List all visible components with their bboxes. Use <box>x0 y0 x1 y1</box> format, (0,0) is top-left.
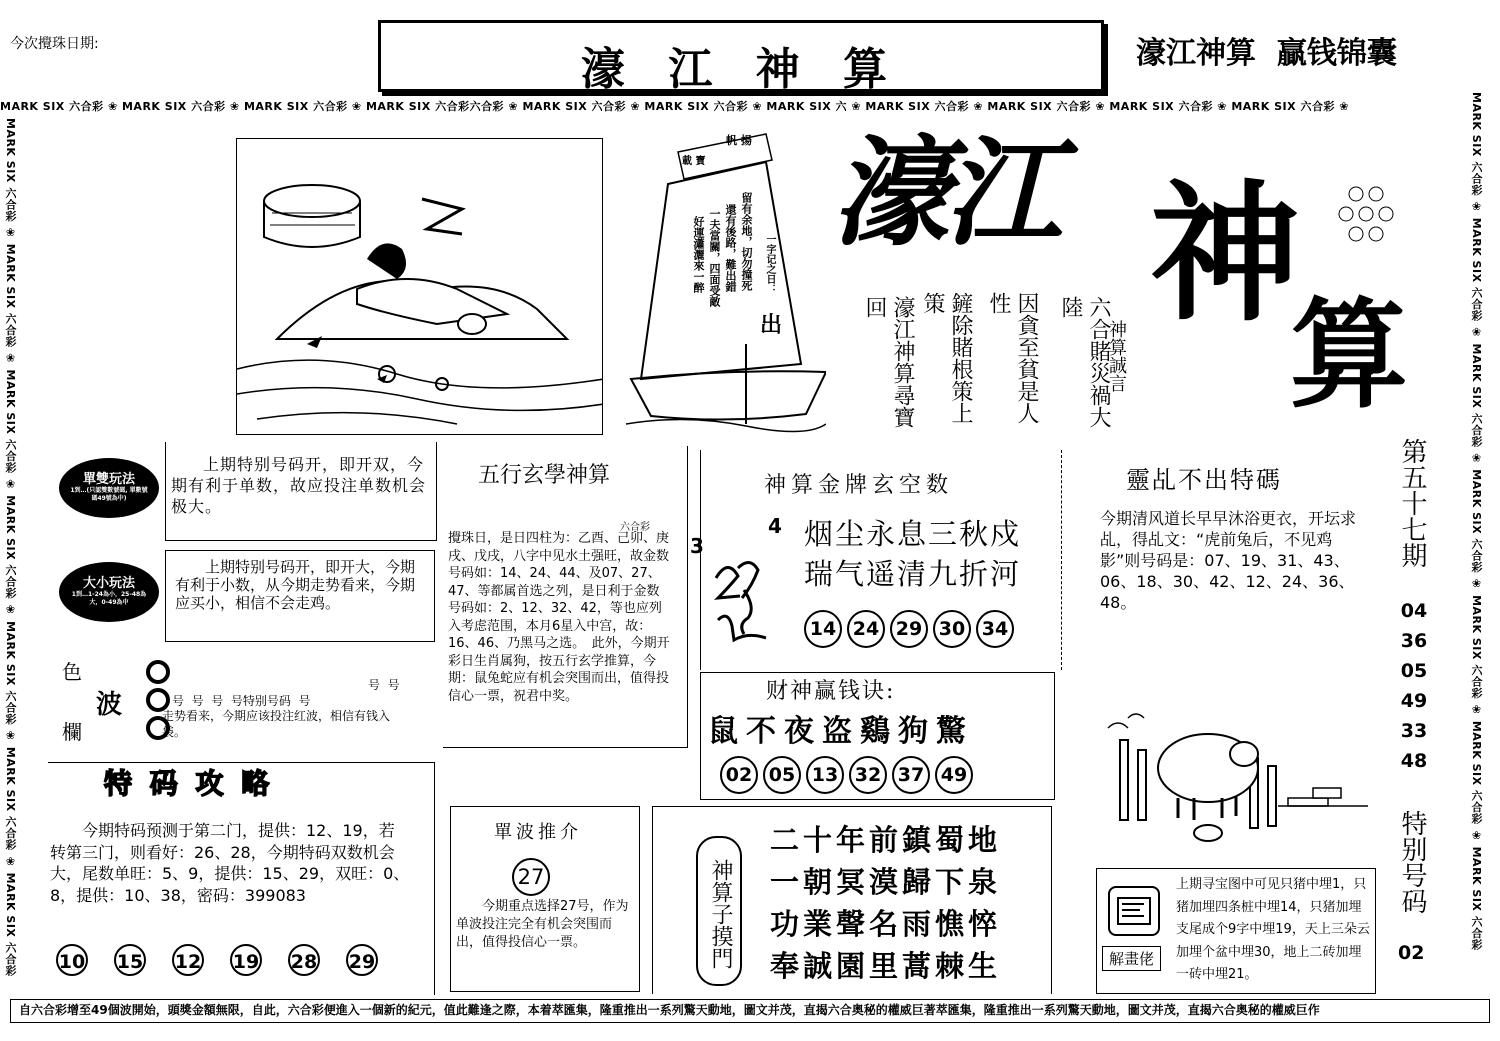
sail-text-col3: 一夫當關，四面受敵 <box>708 208 721 307</box>
color-label-top: 色 <box>62 660 82 684</box>
color-row2: 号 号 号 号特别号码 号 <box>172 694 311 708</box>
title-box <box>378 20 1104 95</box>
gold-num-b: 4 <box>768 514 782 538</box>
number-ball: 24 <box>847 610 885 648</box>
number-ball: 15 <box>114 944 146 976</box>
number-ball: 10 <box>56 944 88 976</box>
number-ball: 28 <box>288 944 320 976</box>
number-ball: 30 <box>933 610 971 648</box>
special-number-label: 特别号码 <box>1397 810 1427 914</box>
odd-even-text: 上期特别号码开，即开双，今期有利于单数，故应投注单数机会极大。 <box>171 455 427 516</box>
color-text: 走势看来，今期应该投注红波，相信有钱入袋。 <box>162 709 391 739</box>
issue-number: 36 <box>1400 630 1428 652</box>
color-label-mid: 波 <box>96 690 123 720</box>
sail-flag-sub: 載 寶 <box>682 156 706 167</box>
wuxing-text: 攪珠日，是日四柱为：乙酉、己卯、庚戌、戊戌，八字中见水土强旺，故金数号码如：14、24、44、及07、27、47、等都属首选之列，是日利于金数号码如：2、12、32、42，等也应列入考虑范围，本月6星入中宫，故：16、46、乃黑马之选。 此外，今期开彩日生肖属狗，按五行玄学推算，今期：鼠兔蛇应有机会突围而出，值得投信心一票，祝君中奖。 <box>448 531 670 704</box>
sail-word: 出 <box>760 312 783 338</box>
motto-col-2: 因貪至貧是人性 <box>986 292 1039 424</box>
fortune-poem: 鼠不夜盗鷄狗驚 <box>708 714 974 749</box>
right-border-strip: MARK SIX 六合彩 ❀ MARK SIX 六合彩 ❀ MARK SIX 六合彩 ❀ MARK SIX 六合彩 ❀ MARK SIX 六合彩 ❀ MARK SIX 六合彩 ❀ MARK SIX 六合彩 <box>1470 92 1483 951</box>
special-strategy-text: 今期特码预测于第二门，提供：12、19，若转第三门，则看好：26、28，今期特码双数机会大，尾数单旺：5、9，提供：15、29，双旺：0、8，提供：10、38，密码：399083 <box>50 821 410 905</box>
top-border-strip: MARK SIX 六合彩 ❀ MARK SIX 六合彩 ❀ MARK SIX 六合彩 ❀ MARK SIX 六合彩六合彩 ❀ MARK SIX 六合彩 ❀ MARK SIX 六合彩 ❀ MARK SIX 六 ❀ MARK SIX 六合彩 ❀ MARK SIX 六合彩 ❀ MARK SIX 六合彩 ❀ MARK SIX 六合彩 ❀ <box>0 100 1350 113</box>
number-ball: 13 <box>806 756 844 794</box>
color-row1: 号 号 <box>368 678 400 692</box>
wuxing-tag: 六合彩 <box>620 522 650 533</box>
title-box-text: 濠 江 神 算 <box>581 44 901 95</box>
riddle-line-1: 二十年前鎮蜀地 <box>770 823 1002 857</box>
issue-number: 48 <box>1400 750 1428 772</box>
number-ball: 29 <box>890 610 928 648</box>
sail-text-col1: 留有余地，切勿撞死 <box>740 192 753 291</box>
big-title-line1: 濠江 <box>832 124 1057 262</box>
special-number: 02 <box>1398 942 1425 964</box>
draw-date-label: 今次攪珠日期: <box>10 36 99 52</box>
spirit-title: 靈乩不出特碼 <box>1126 466 1282 494</box>
gold-poem-1: 烟尘永息三秋戍 <box>804 517 1022 551</box>
number-ball: 37 <box>892 756 930 794</box>
riddle-line-4: 奉誠園里蒿棘生 <box>770 949 1002 983</box>
issue-number: 04 <box>1400 600 1428 622</box>
single-ball: 27 <box>512 858 550 896</box>
slogan: 濠江神算 贏钱锦囊 <box>1136 36 1397 71</box>
number-ball: 19 <box>230 944 262 976</box>
riddle-label: 神算子摸門 <box>696 836 742 986</box>
sail-word-hint: 一字记之日： <box>764 234 775 294</box>
fortune-balls <box>720 756 978 794</box>
sail-text-col4: 好運瀟灑來一醉 <box>692 216 705 293</box>
left-border-strip: MARK SIX 六合彩 ❀ MARK SIX 六合彩 ❀ MARK SIX 六合彩 ❀ MARK SIX 六合彩 ❀ MARK SIX 六合彩 ❀ MARK SIX 六合彩 ❀ MARK SIX 六合彩 <box>4 118 17 977</box>
wuxing-title: 五行玄學神算 <box>478 463 611 488</box>
treasure-icon <box>1108 886 1160 936</box>
spirit-text: 今期清风道长早早沐浴更衣，开坛求乩，得乩文：“虎前兔后，不见鸡影”则号码是：07、19、31、43、06、18、30、42、12、24、36、48。 <box>1100 509 1357 612</box>
sleeping-scholar-illustration <box>236 138 603 435</box>
big-small-badge-title: 大小玩法 <box>82 576 135 591</box>
gold-num-a: 3 <box>690 534 704 558</box>
issue-numbers <box>1396 596 1432 776</box>
odd-even-badge <box>59 458 159 518</box>
number-ball: 14 <box>804 610 842 648</box>
number-ball: 05 <box>763 756 801 794</box>
color-label-bottom: 欄 <box>62 720 82 744</box>
odd-even-badge-title: 單雙玩法 <box>82 472 135 487</box>
gold-poem-2: 瑞气遥清九折河 <box>804 557 1022 591</box>
fortune-title: 财神赢钱诀: <box>766 679 896 704</box>
issue-number: 05 <box>1400 660 1428 682</box>
circles-svg <box>1336 186 1406 246</box>
sail-flag: 帆 揚 <box>726 134 752 147</box>
number-ball: 29 <box>346 944 378 976</box>
motto-col-4: 濠江神算尋寶回 <box>862 296 915 428</box>
calligraphy-svg <box>708 548 774 644</box>
odd-even-panel <box>55 442 435 542</box>
number-ball: 34 <box>976 610 1014 648</box>
big-title-shen: 神 <box>1150 168 1301 342</box>
big-small-badge <box>59 562 159 622</box>
motto-col-3: 鏟除賭根策上策 <box>920 292 973 424</box>
issue-number: 33 <box>1400 720 1428 742</box>
odd-even-badge-sub: 1到…(只認雙數號碼, 單數號碼49號為中) <box>70 487 148 502</box>
big-small-panel <box>55 550 435 640</box>
big-small-text: 上期特别号码开，即开大，今期有利于小数，从今期走势看来，今期应买小，相信不会走鸡。 <box>175 558 416 612</box>
riddle-line-2: 一朝冥漠歸下泉 <box>770 865 1002 899</box>
riddle-line-3: 功業聲名雨憔悴 <box>770 907 1002 941</box>
decorative-circles <box>1336 186 1406 246</box>
motto-col-1: 六合賭災禍大陸 <box>1058 296 1111 428</box>
pig-treasure-illustration <box>1098 698 1378 848</box>
pig-svg <box>1098 698 1378 848</box>
number-ball: 49 <box>935 756 973 794</box>
landscape-svg <box>237 139 603 435</box>
single-title: 單波推介 <box>494 822 582 843</box>
sail-illustration <box>626 124 826 436</box>
gold-balls <box>804 610 1019 648</box>
issue-label: 第五十七期 <box>1397 438 1427 568</box>
number-ball: 02 <box>720 756 758 794</box>
single-text: 今期重点选择27号，作为单波投注完全有机会突围而出，值得投信心一票。 <box>456 899 629 950</box>
number-ball: 32 <box>849 756 887 794</box>
motto-side: 神算誠言 <box>1106 320 1127 392</box>
gold-calligraphy <box>708 548 774 644</box>
special-strategy-balls <box>56 944 383 976</box>
scroll-icon <box>1110 888 1158 934</box>
footer-ticker <box>10 999 1490 1023</box>
gold-title: 神算金牌玄空数 <box>764 473 954 498</box>
big-title-suan: 算 <box>1290 286 1409 424</box>
number-ball: 12 <box>172 944 204 976</box>
special-strategy-title: 特 码 攻 略 <box>104 767 274 800</box>
treasure-text: 上期寻宝图中可见只猪中埋1，只猪加埋四条桩中埋14，只猪加埋支尾成个9字中埋19，天上三朵云加埋个盆中埋30，地上二砖加埋一砖中埋21。 <box>1176 877 1370 982</box>
sail-text-col2: 還有後路，難出錯 <box>724 204 737 292</box>
treasure-label: 解畫佬 <box>1102 946 1161 971</box>
big-small-badge-sub: 1到…1-24為小，25-48為大，0-49為中 <box>71 591 147 606</box>
footer-ticker-text: 自六合彩增至49個波開始，頭獎金額無限，自此，六合彩便進入一個新的紀元，值此難逢之際，本着萃匯集，隆重推出一系列驚天動地，圖文并茂，直揭六合奥秘的權威巨著萃匯集，隆重推出一系列驚天動地，圖文并茂，直揭六合奥秘的權威巨作 <box>19 1003 1320 1017</box>
issue-number: 49 <box>1400 690 1428 712</box>
color-ring-red <box>146 660 170 684</box>
